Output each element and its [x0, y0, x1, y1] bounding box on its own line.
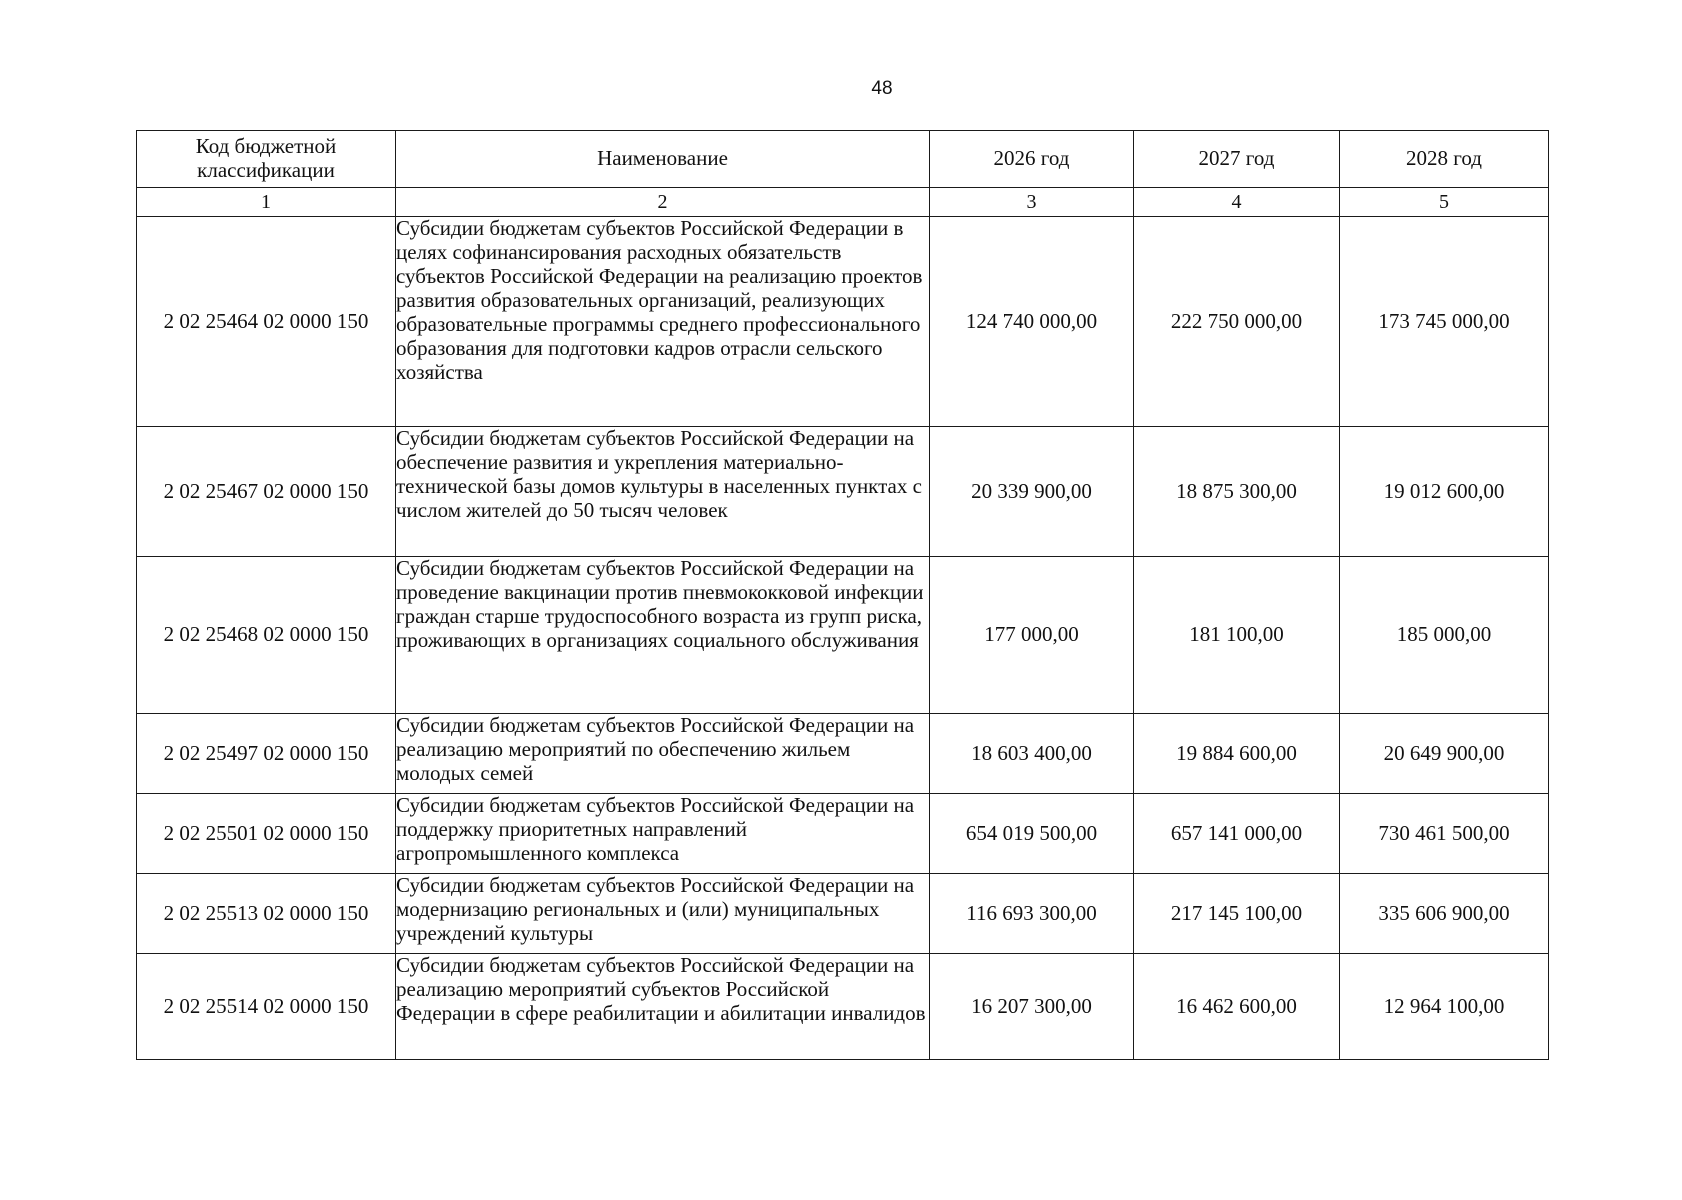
budget-code: 2 02 25513 02 0000 150	[137, 874, 396, 954]
amount-2027: 181 100,00	[1134, 557, 1340, 714]
column-number: 4	[1134, 188, 1340, 217]
amount-2027: 16 462 600,00	[1134, 954, 1340, 1060]
table-row	[137, 557, 1549, 714]
amount-2026: 18 603 400,00	[930, 714, 1134, 794]
item-name: Субсидии бюджетам субъектов Российской Федерации на реализацию мероприятий субъектов Российской Федерации в сфере реабилитации и абилитации инвалидов	[396, 954, 930, 1060]
item-name: Субсидии бюджетам субъектов Российской Федерации на модернизацию региональных и (или) муниципальных учреждений культуры	[396, 874, 930, 954]
budget-code: 2 02 25501 02 0000 150	[137, 794, 396, 874]
budget-code: 2 02 25514 02 0000 150	[137, 954, 396, 1060]
page-number: 48	[871, 78, 893, 99]
amount-2028: 173 745 000,00	[1340, 217, 1549, 427]
amount-2028: 185 000,00	[1340, 557, 1549, 714]
column-number: 2	[396, 188, 930, 217]
budget-code: 2 02 25497 02 0000 150	[137, 714, 396, 794]
amount-2026: 20 339 900,00	[930, 427, 1134, 557]
table-row	[137, 427, 1549, 557]
amount-2027: 657 141 000,00	[1134, 794, 1340, 874]
item-name: Субсидии бюджетам субъектов Российской Федерации на поддержку приоритетных направлений агропромышленного комплекса	[396, 794, 930, 874]
item-name: Субсидии бюджетам субъектов Российской Федерации в целях софинансирования расходных обязательств субъектов Российской Федерации на реализацию проектов развития образовательных организаций, реализующих образовательные программы среднего профессионального образования для подготовки кадров отрасли сельского хозяйства	[396, 217, 930, 427]
amount-2027: 217 145 100,00	[1134, 874, 1340, 954]
amount-2028: 19 012 600,00	[1340, 427, 1549, 557]
table-row	[137, 217, 1549, 427]
item-name: Субсидии бюджетам субъектов Российской Федерации на обеспечение развития и укрепления материально-технической базы домов культуры в населенных пунктах с числом жителей до 50 тысяч человек	[396, 427, 930, 557]
amount-2028: 20 649 900,00	[1340, 714, 1549, 794]
header-2028: 2028 год	[1340, 131, 1549, 188]
header-code: Код бюджетной классификации	[137, 131, 396, 188]
amount-2026: 124 740 000,00	[930, 217, 1134, 427]
amount-2026: 177 000,00	[930, 557, 1134, 714]
header-name: Наименование	[396, 131, 930, 188]
column-number: 1	[137, 188, 396, 217]
table-row	[137, 954, 1549, 1060]
amount-2026: 16 207 300,00	[930, 954, 1134, 1060]
amount-2027: 19 884 600,00	[1134, 714, 1340, 794]
amount-2026: 116 693 300,00	[930, 874, 1134, 954]
header-2027: 2027 год	[1134, 131, 1340, 188]
budget-code: 2 02 25464 02 0000 150	[137, 217, 396, 427]
amount-2027: 18 875 300,00	[1134, 427, 1340, 557]
table-row	[137, 874, 1549, 954]
column-number-row	[137, 188, 1549, 217]
budget-code: 2 02 25467 02 0000 150	[137, 427, 396, 557]
amount-2028: 730 461 500,00	[1340, 794, 1549, 874]
amount-2027: 222 750 000,00	[1134, 217, 1340, 427]
amount-2028: 335 606 900,00	[1340, 874, 1549, 954]
amount-2026: 654 019 500,00	[930, 794, 1134, 874]
header-2026: 2026 год	[930, 131, 1134, 188]
table-row	[137, 794, 1549, 874]
budget-code: 2 02 25468 02 0000 150	[137, 557, 396, 714]
amount-2028: 12 964 100,00	[1340, 954, 1549, 1060]
column-number: 5	[1340, 188, 1549, 217]
item-name: Субсидии бюджетам субъектов Российской Федерации на реализацию мероприятий по обеспечению жильем молодых семей	[396, 714, 930, 794]
budget-table	[136, 130, 1549, 1060]
table-header-row	[137, 131, 1549, 188]
column-number: 3	[930, 188, 1134, 217]
table-row	[137, 714, 1549, 794]
item-name: Субсидии бюджетам субъектов Российской Федерации на проведение вакцинации против пневмококковой инфекции граждан старше трудоспособного возраста из групп риска, проживающих в организациях социального обслуживания	[396, 557, 930, 714]
